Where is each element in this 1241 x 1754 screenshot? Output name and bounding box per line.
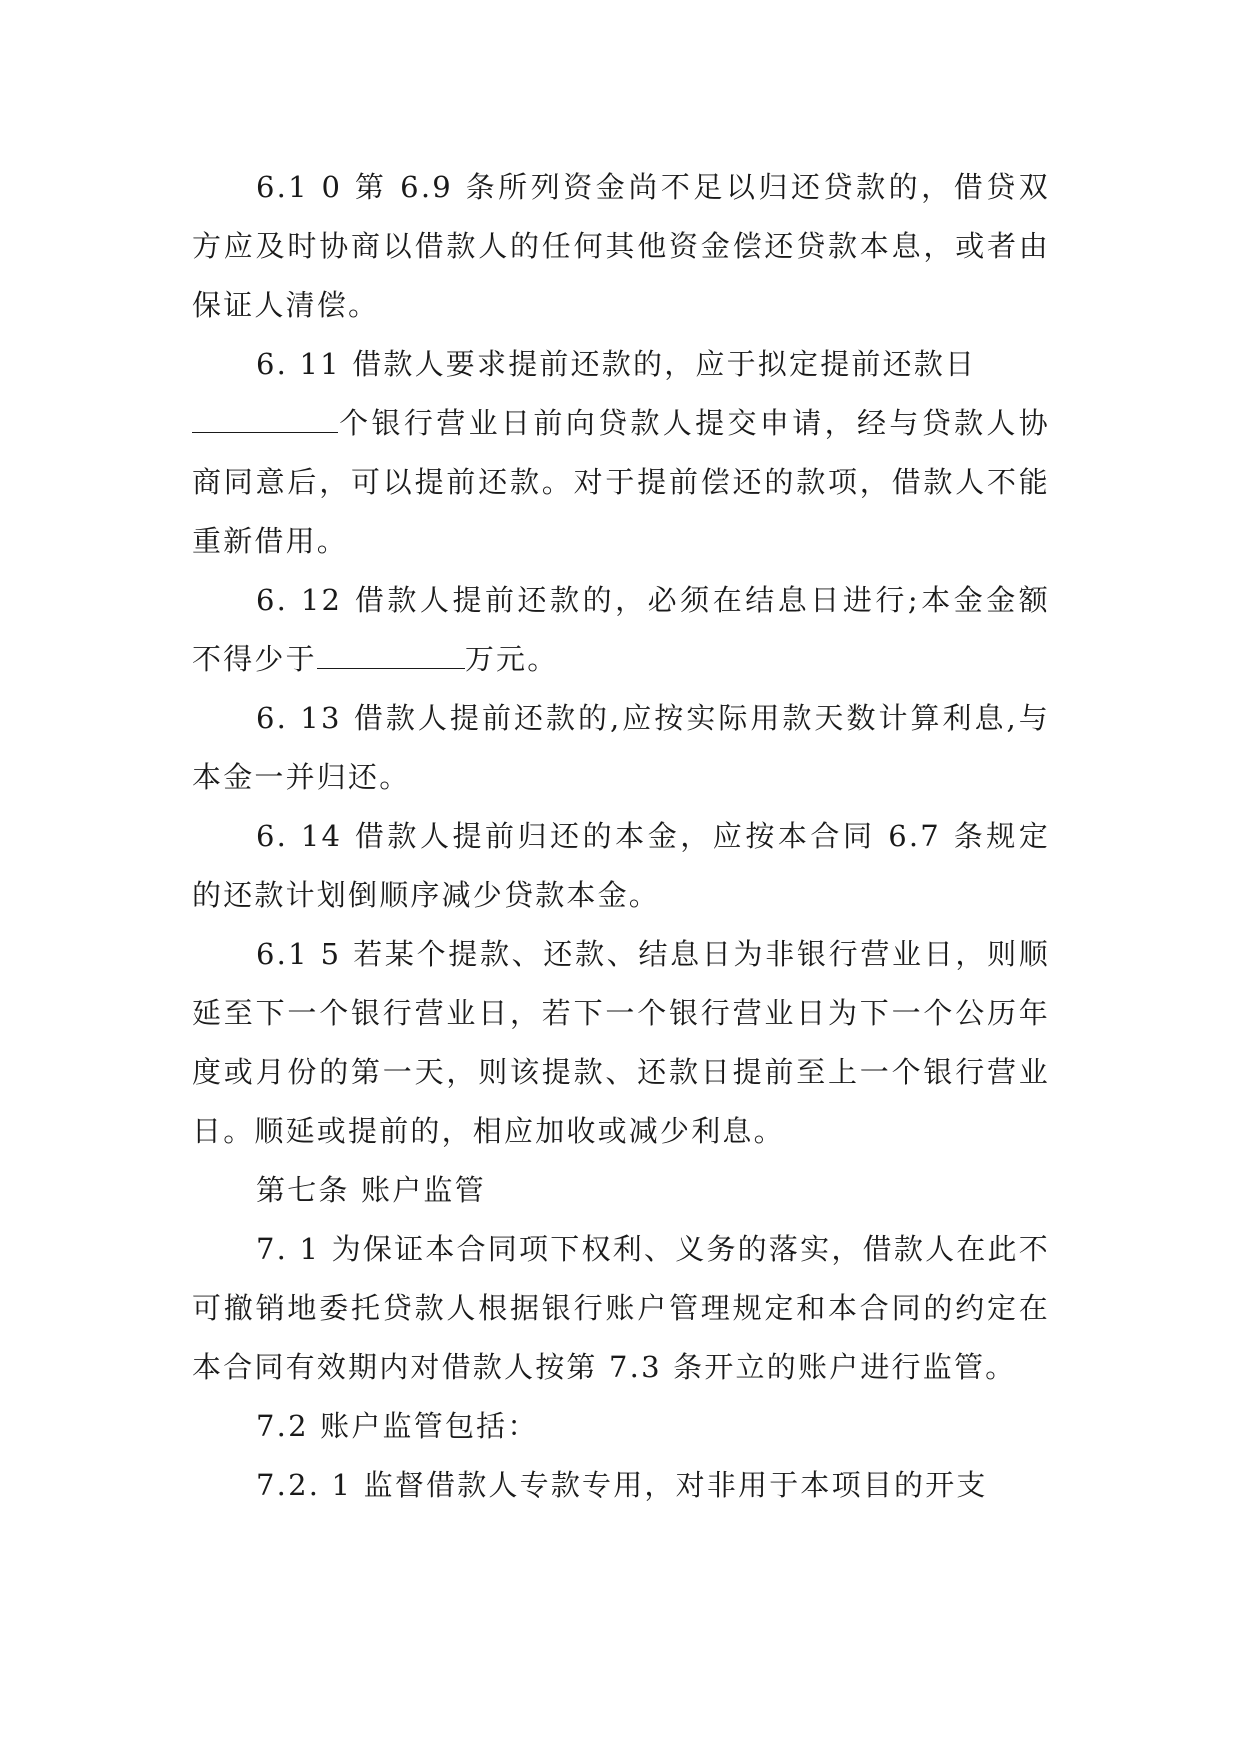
clause-6-12-text-after: 万元。 [464, 642, 559, 676]
article-7-heading: 第七条 账户监管 [256, 1173, 486, 1207]
clause-7-2: 7.2 账户监管包括： [256, 1409, 539, 1443]
blank-business-days [192, 408, 338, 433]
clause-6-12 [192, 571, 1050, 689]
clause-6-11-text-before: 6. 11 借款人要求提前还款的，应于拟定提前还款日 [256, 347, 977, 381]
clause-6-11-text-after: 个银行营业日前向贷款人提交申请，经与贷款人协商同意后，可以提前还款。对于提前偿还的款项，借款人不能重新借用。 [192, 406, 1050, 558]
clause-6-13: 6. 13 借款人提前还款的,应按实际用款天数计算利息,与本金一并归还。 [192, 701, 1050, 794]
clause-6-11 [192, 335, 1050, 571]
clause-7-2-1: 7.2. 1 监督借款人专款专用，对非用于本项目的开支 [256, 1468, 988, 1502]
clause-7-1: 7. 1 为保证本合同项下权利、义务的落实，借款人在此不可撤销地委托贷款人根据银行账户管理规定和本合同的约定在本合同有效期内对借款人按第 7.3 条开立的账户进行监管。 [192, 1232, 1050, 1384]
blank-minimum-amount [317, 644, 465, 669]
document-body [192, 158, 1050, 1515]
clause-6-12-text-before: 6. 12 借款人提前还款的，必须在结息日进行;本金金额不得少于 [192, 583, 1050, 676]
clause-6-15: 6.1 5 若某个提款、还款、结息日为非银行营业日，则顺延至下一个银行营业日，若下一个银行营业日为下一个公历年度或月份的第一天，则该提款、还款日提前至上一个银行营业日。顺延或提前的，相应加收或减少利息。 [192, 937, 1050, 1148]
clause-6-14: 6. 14 借款人提前归还的本金，应按本合同 6.7 条规定的还款计划倒顺序减少贷款本金。 [192, 819, 1050, 912]
clause-6-10: 6.1 0 第 6.9 条所列资金尚不足以归还贷款的，借贷双方应及时协商以借款人的任何其他资金偿还贷款本息，或者由保证人清偿。 [192, 170, 1050, 322]
